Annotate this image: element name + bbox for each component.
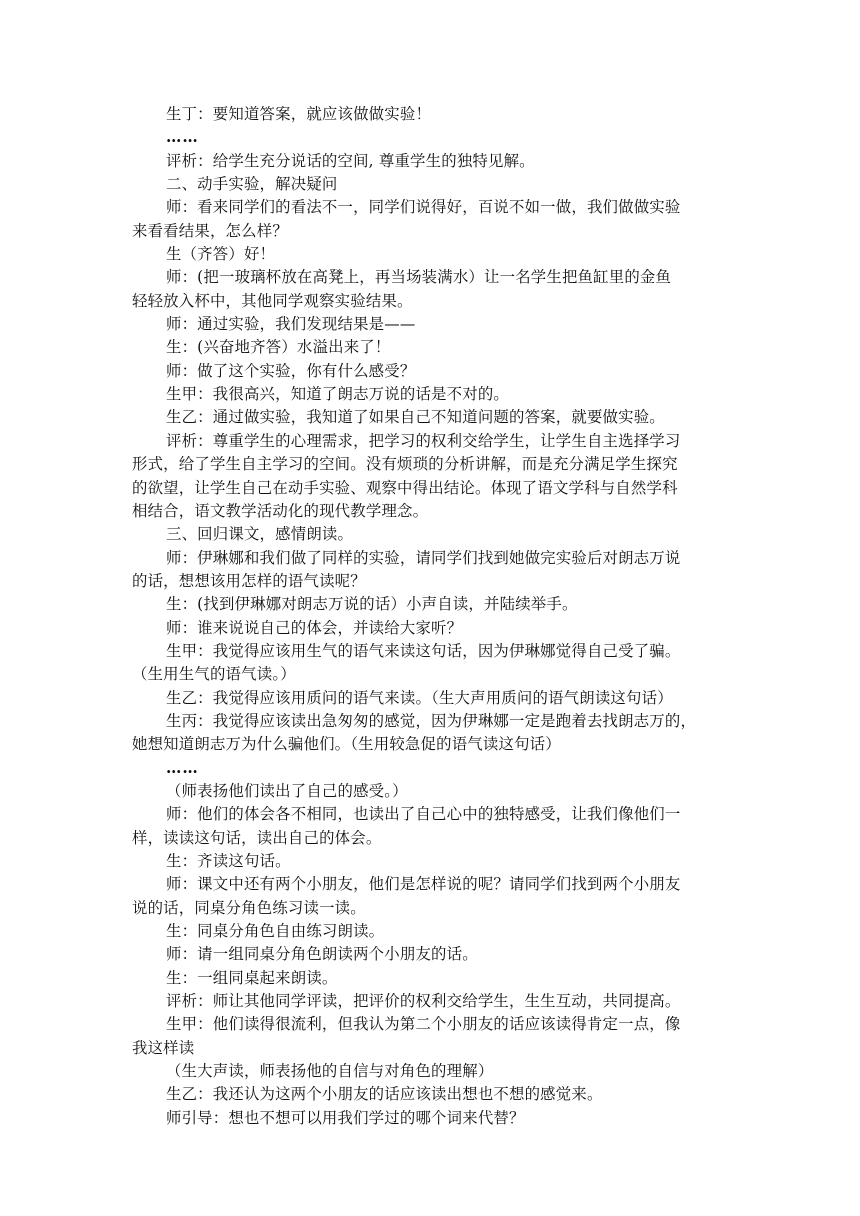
text-line: 的欲望，让学生自己在动手实验、观察中得出结论。体现了语文学科与自然学科 <box>132 478 678 497</box>
text-line: 师：课文中还有两个小朋友，他们是怎样说的呢？请同学们找到两个小朋友 <box>166 875 681 894</box>
text-line: 生甲：他们读得很流利，但我认为第二个小朋友的话应该读得肯定一点，像 <box>166 1015 681 1034</box>
text-line: （生大声读，师表扬他的自信与对角色的理解） <box>166 1062 494 1081</box>
text-line: 相结合，语文教学活动化的现代教学理念。 <box>132 501 429 520</box>
text-line: 师：伊琳娜和我们做了同样的实验，请同学们找到她做完实验后对朗志万说 <box>166 548 681 567</box>
text-line: 轻轻放入杯中，其他同学观察实验结果。 <box>132 291 413 310</box>
text-line: 评析：尊重学生的心理需求，把学习的权利交给学生，让学生自主选择学习 <box>166 431 681 450</box>
text-line: 生（齐答）好！ <box>166 245 276 264</box>
text-line: 师：看来同学们的看法不一，同学们说得好，百说不如一做，我们做做实验 <box>166 198 681 217</box>
text-line: （生用生气的语气读。） <box>132 665 296 684</box>
ellipsis-line: …… <box>166 758 199 777</box>
text-line: 生乙：我觉得应该用质问的语气来读。（生大声用质问的语气朗读这句话） <box>166 688 673 707</box>
text-line: 生乙：我还认为这两个小朋友的话应该读出想也不想的感觉来。 <box>166 1085 603 1104</box>
text-line: 师：谁来说说自己的体会，并读给大家听？ <box>166 618 463 637</box>
text-line: 样，读读这句话，读出自己的体会。 <box>132 828 382 847</box>
text-line: 她想知道朗志万为什么骗他们。（生用较急促的语气读这句话） <box>132 735 561 754</box>
text-line: 生：(找到伊琳娜对朗志万说的话）小声自读，并陆续举手。 <box>166 595 578 614</box>
ellipsis-line: …… <box>166 128 199 147</box>
text-line: 生丙：我觉得应该读出急匆匆的感觉，因为伊琳娜一定是跑着去找朗志万的， <box>166 711 697 730</box>
text-line: 师：请一组同桌分角色朗读两个小朋友的话。 <box>166 945 478 964</box>
text-line: 生甲：我很高兴，知道了朗志万说的话是不对的。 <box>166 385 509 404</box>
document-body <box>132 103 732 1130</box>
text-line: 生：一组同桌起来朗读。 <box>166 968 338 987</box>
text-line: 师：他们的体会各不相同，也读出了自己心中的独特感受，让我们像他们一 <box>166 805 681 824</box>
text-line: （师表扬他们读出了自己的感受。） <box>166 781 408 800</box>
text-line: 生甲：我觉得应该用生气的语气来读这句话，因为伊琳娜觉得自己受了骗。 <box>166 641 681 660</box>
text-line: 生：(兴奋地齐答）水溢出来了！ <box>166 338 391 357</box>
text-line: 评析：给学生充分说话的空间, 尊重学生的独特见解。 <box>166 151 535 170</box>
text-line: 我这样读 <box>132 1038 195 1057</box>
text-line: 形式，给了学生自主学习的空间。没有烦琐的分析讲解，而是充分满足学生探究 <box>132 455 678 474</box>
text-line: 师：做了这个实验，你有什么感受？ <box>166 361 416 380</box>
text-line: 来看看结果，怎么样？ <box>132 221 288 240</box>
text-line: 生丁：要知道答案，就应该做做实验！ <box>166 105 432 123</box>
text-line: 评析：师让其他同学评读，把评价的权利交给学生，生生互动，共同提高。 <box>166 992 681 1011</box>
text-line: 生：齐读这句话。 <box>166 852 291 870</box>
text-line: 说的话，同桌分角色练习读一读。 <box>132 898 366 917</box>
text-line: 生：同桌分角色自由练习朗读。 <box>166 922 385 941</box>
text-line: 师：通过实验，我们发现结果是—— <box>166 315 416 334</box>
text-line: 师引导：想也不想可以用我们学过的哪个词来代替？ <box>166 1108 525 1127</box>
text-line: 的话，想想该用怎样的语气读呢？ <box>132 571 366 590</box>
text-line: 三、回归课文，感情朗读。 <box>166 525 354 544</box>
text-line: 师：(把一玻璃杯放在高凳上，再当场装满水）让一名学生把鱼缸里的金鱼 <box>166 268 672 287</box>
text-line: 生乙：通过做实验，我知道了如果自己不知道问题的答案，就要做实验。 <box>166 408 665 427</box>
text-line: 二、动手实验，解决疑问 <box>166 175 338 194</box>
